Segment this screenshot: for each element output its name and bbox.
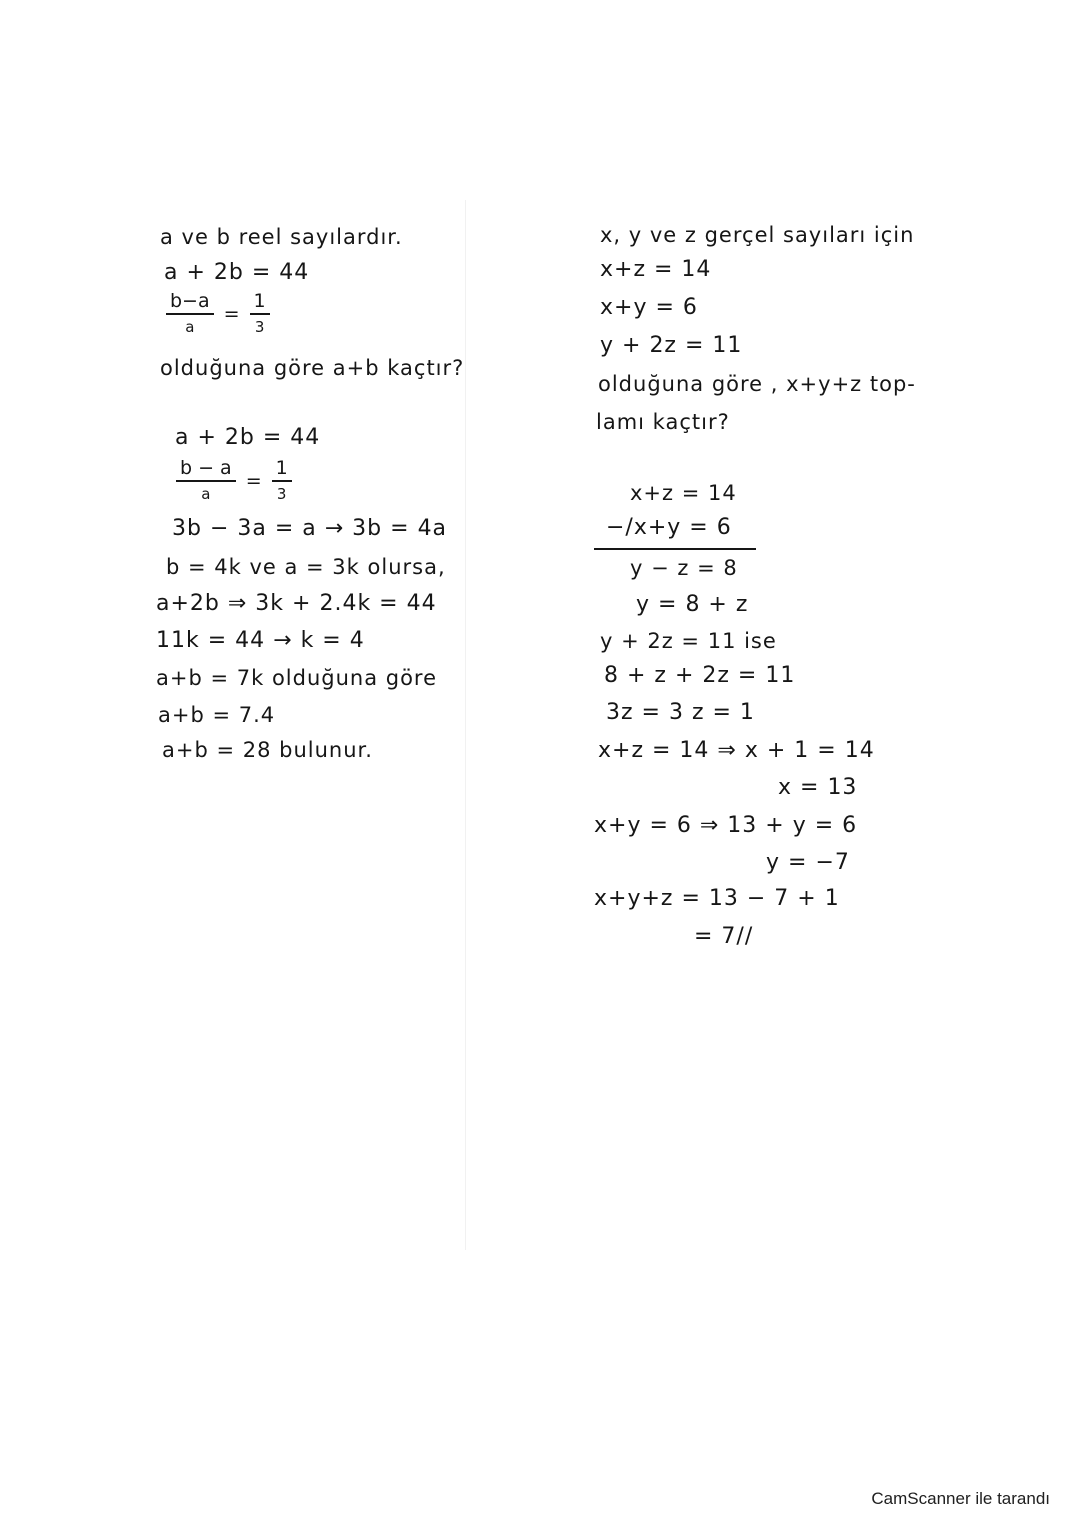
left-solution-step: 3b − 3a = a → 3b = 4a bbox=[172, 516, 448, 541]
left-solution-step: a+2b ⇒ 3k + 2.4k = 44 bbox=[156, 591, 437, 616]
right-solution-step: 3z = 3 z = 1 bbox=[606, 700, 755, 725]
fraction-numerator: b−a bbox=[166, 291, 214, 315]
right-question-intro: x, y ve z gerçel sayıları için bbox=[600, 223, 915, 247]
fraction-denominator: a bbox=[185, 318, 195, 336]
right-solution-step: y = 8 + z bbox=[636, 592, 749, 617]
fraction-numerator: 1 bbox=[272, 458, 292, 482]
scanner-watermark-text: CamScanner ile tarandı bbox=[871, 1489, 1050, 1508]
right-solution-step: x+y = 6 ⇒ 13 + y = 6 bbox=[594, 813, 858, 838]
fraction-denominator: 3 bbox=[276, 485, 287, 503]
fraction-numerator: b − a bbox=[176, 458, 236, 482]
right-question-equation: y + 2z = 11 bbox=[600, 333, 743, 358]
right-solution-step: y − z = 8 bbox=[630, 556, 738, 580]
left-solution-step: b = 4k ve a = 3k olursa, bbox=[166, 555, 446, 579]
right-question-prompt-line1: olduğuna göre , x+y+z top- bbox=[598, 372, 916, 396]
page-fold-line bbox=[465, 200, 466, 1250]
right-question-prompt-line2: lamı kaçtır? bbox=[596, 410, 730, 434]
left-solution-result: a+b = 28 bulunur. bbox=[162, 738, 373, 762]
right-solution-step: x+z = 14 ⇒ x + 1 = 14 bbox=[598, 738, 875, 763]
left-solution-step: 11k = 44 → k = 4 bbox=[156, 628, 365, 653]
left-solution-equation: a + 2b = 44 bbox=[175, 425, 321, 450]
left-solution-fraction-equation bbox=[176, 458, 292, 504]
right-solution-result: = 7// bbox=[694, 924, 754, 949]
left-solution-step: a+b = 7.4 bbox=[158, 703, 276, 727]
right-solution-step: x+y+z = 13 − 7 + 1 bbox=[594, 886, 840, 911]
left-question-fraction-equation bbox=[166, 291, 270, 337]
subtraction-rule bbox=[594, 548, 756, 550]
right-solution-step: x = 13 bbox=[778, 775, 858, 800]
fraction-numerator: 1 bbox=[250, 291, 270, 315]
fraction-denominator: a bbox=[201, 485, 211, 503]
fraction-denominator: 3 bbox=[254, 318, 265, 336]
right-solution-subtract-top: x+z = 14 bbox=[630, 481, 737, 505]
right-solution-step: y = −7 bbox=[766, 850, 850, 875]
left-question-equation: a + 2b = 44 bbox=[164, 260, 310, 285]
right-solution-step: 8 + z + 2z = 11 bbox=[604, 663, 796, 688]
left-solution-step: a+b = 7k olduğuna göre bbox=[156, 666, 438, 690]
right-solution-subtract-bottom: −/x+y = 6 bbox=[606, 515, 732, 540]
equals-sign: = bbox=[223, 303, 240, 325]
right-question-equation: x+z = 14 bbox=[600, 257, 712, 282]
right-solution-step: y + 2z = 11 ise bbox=[600, 629, 777, 653]
left-question-intro: a ve b reel sayılardır. bbox=[160, 225, 403, 249]
left-question-prompt: olduğuna göre a+b kaçtır? bbox=[160, 356, 465, 380]
equals-sign: = bbox=[245, 470, 262, 492]
right-question-equation: x+y = 6 bbox=[600, 295, 698, 320]
